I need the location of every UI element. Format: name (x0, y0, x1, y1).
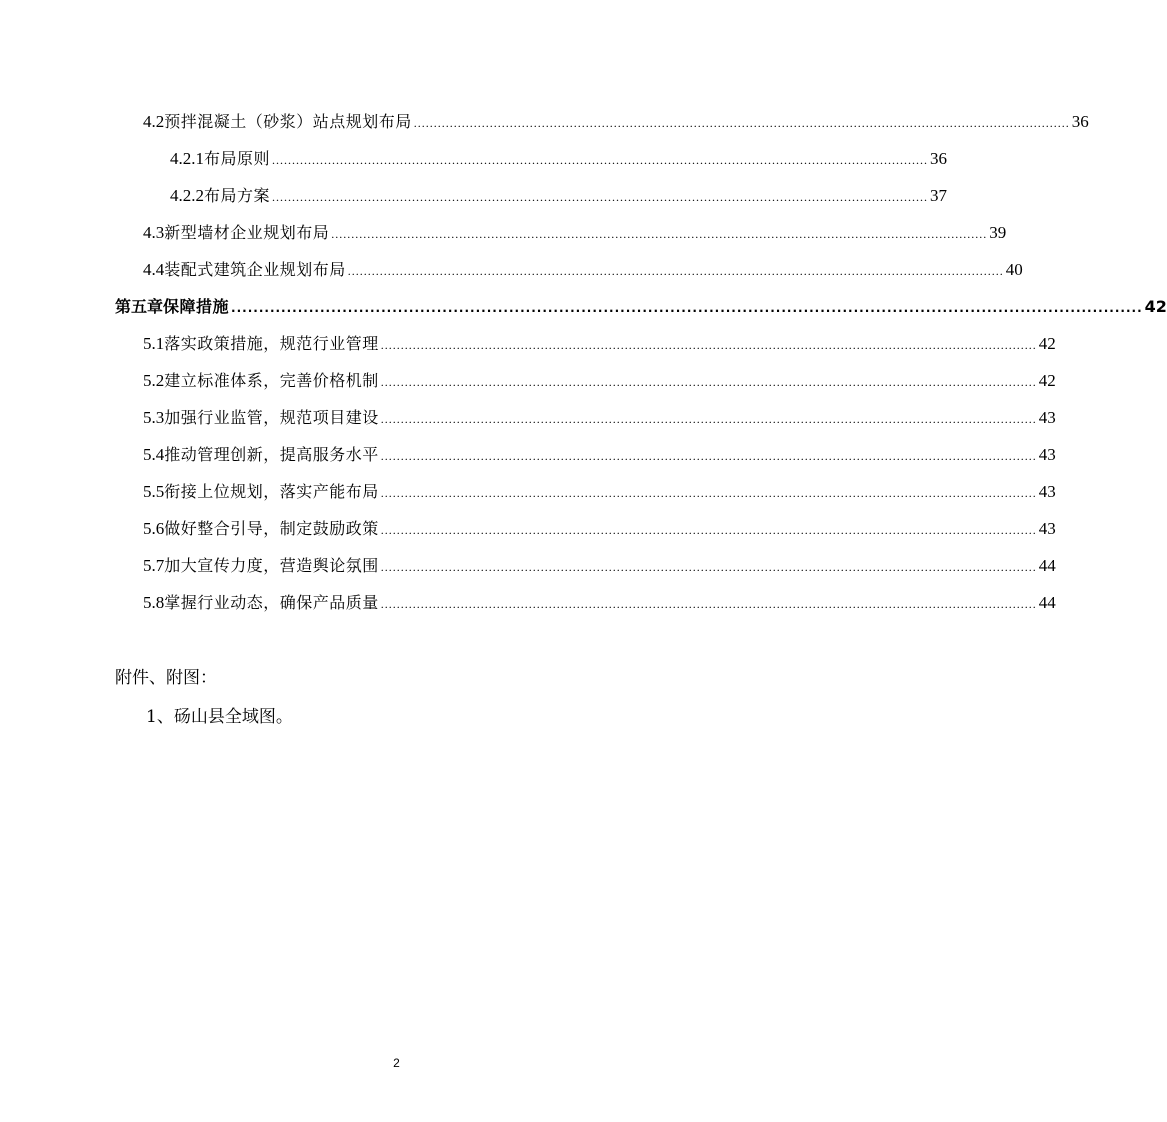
toc-entry[interactable] (115, 325, 1056, 362)
toc-entry-title: 落实政策措施，规范行业管理 (164, 334, 379, 353)
toc-dot-leader: .................................................................................................................................................................... (231, 301, 1143, 315)
toc-entry[interactable] (115, 214, 1007, 251)
toc-dot-leader: .................................................................................................................................................................... (380, 523, 1037, 537)
toc-entry[interactable] (115, 473, 1056, 510)
toc-entry[interactable] (115, 547, 1056, 584)
toc-dot-leader: .................................................................................................................................................................... (272, 190, 929, 204)
appendix-item: 1、砀山县全域图。 (146, 707, 293, 727)
toc-entry[interactable] (115, 140, 948, 177)
toc-entry-number: 4.2.2 (170, 186, 204, 205)
toc-entry-number: 5.8 (143, 593, 165, 612)
toc-entry-page: 43 (1038, 408, 1056, 427)
toc-dot-leader: .................................................................................................................................................................... (380, 560, 1037, 574)
toc-entry-title: 推动管理创新，提高服务水平 (164, 445, 379, 464)
toc-dot-leader: .................................................................................................................................................................... (380, 412, 1037, 426)
toc-dot-leader: .................................................................................................................................................................... (380, 449, 1037, 463)
toc-entry-title: 布局方案 (204, 186, 271, 205)
toc-entry-title: 装配式建筑企业规划布局 (164, 260, 346, 279)
appendix-heading: 附件、附图： (115, 668, 217, 688)
page-number: 2 (393, 1056, 400, 1070)
toc-entry-number: 5.4 (143, 445, 165, 464)
table-of-contents (115, 103, 1167, 621)
toc-dot-leader: .................................................................................................................................................................... (380, 486, 1037, 500)
toc-dot-leader: .................................................................................................................................................................... (380, 597, 1037, 611)
toc-entry[interactable] (115, 251, 1023, 288)
toc-entry[interactable] (115, 177, 948, 214)
toc-dot-leader: .................................................................................................................................................................... (380, 338, 1037, 352)
toc-entry-page: 42 (1038, 334, 1056, 353)
toc-entry-number: 5.7 (143, 556, 165, 575)
toc-entry[interactable] (115, 436, 1056, 473)
toc-entry-title: 加大宣传力度，营造舆论氛围 (164, 556, 379, 575)
toc-entry-number: 4.4 (143, 260, 165, 279)
toc-entry-number: 5.1 (143, 334, 165, 353)
toc-entry-title: 布局原则 (204, 149, 271, 168)
toc-entry-page: 36 (1071, 112, 1089, 131)
toc-dot-leader: .................................................................................................................................................................... (331, 227, 988, 241)
toc-entry[interactable] (115, 584, 1056, 621)
toc-entry-number: 4.2.1 (170, 149, 204, 168)
toc-entry-title: 新型墙材企业规划布局 (164, 223, 330, 242)
toc-chapter-entry[interactable] (115, 288, 1167, 325)
toc-entry-title: 做好整合引导，制定鼓励政策 (164, 519, 379, 538)
toc-entry-title: 衔接上位规划，落实产能布局 (164, 482, 379, 501)
toc-entry-page: 37 (930, 186, 948, 205)
toc-dot-leader: .................................................................................................................................................................... (347, 264, 1004, 278)
toc-entry[interactable] (115, 399, 1056, 436)
toc-entry-page: 44 (1038, 556, 1056, 575)
toc-entry-title: 预拌混凝土（砂浆）站点规划布局 (164, 112, 412, 131)
toc-entry-page: 43 (1038, 482, 1056, 501)
toc-entry-page: 39 (989, 223, 1007, 242)
toc-dot-leader: .................................................................................................................................................................... (272, 153, 929, 167)
toc-chapter-page: 42 (1144, 297, 1167, 316)
toc-dot-leader: .................................................................................................................................................................... (413, 116, 1070, 130)
toc-chapter-number: 第五章 (115, 297, 164, 316)
toc-entry-title: 掌握行业动态，确保产品质量 (164, 593, 379, 612)
toc-entry-number: 4.2 (143, 112, 165, 131)
toc-entry-page: 43 (1038, 519, 1056, 538)
toc-entry-page: 43 (1038, 445, 1056, 464)
toc-entry-page: 36 (930, 149, 948, 168)
toc-entry-page: 40 (1005, 260, 1023, 279)
toc-entry-number: 5.5 (143, 482, 165, 501)
toc-entry[interactable] (115, 362, 1056, 399)
toc-entry-number: 5.3 (143, 408, 165, 427)
toc-entry-page: 42 (1038, 371, 1056, 390)
toc-entry-page: 44 (1038, 593, 1056, 612)
toc-chapter-title: 保障措施 (163, 297, 230, 316)
toc-entry[interactable] (115, 510, 1056, 547)
toc-dot-leader: .................................................................................................................................................................... (380, 375, 1037, 389)
toc-entry[interactable] (115, 103, 1089, 140)
toc-entry-number: 4.3 (143, 223, 165, 242)
toc-entry-title: 建立标准体系，完善价格机制 (164, 371, 379, 390)
toc-entry-number: 5.2 (143, 371, 165, 390)
toc-entry-number: 5.6 (143, 519, 165, 538)
toc-entry-title: 加强行业监管，规范项目建设 (164, 408, 379, 427)
